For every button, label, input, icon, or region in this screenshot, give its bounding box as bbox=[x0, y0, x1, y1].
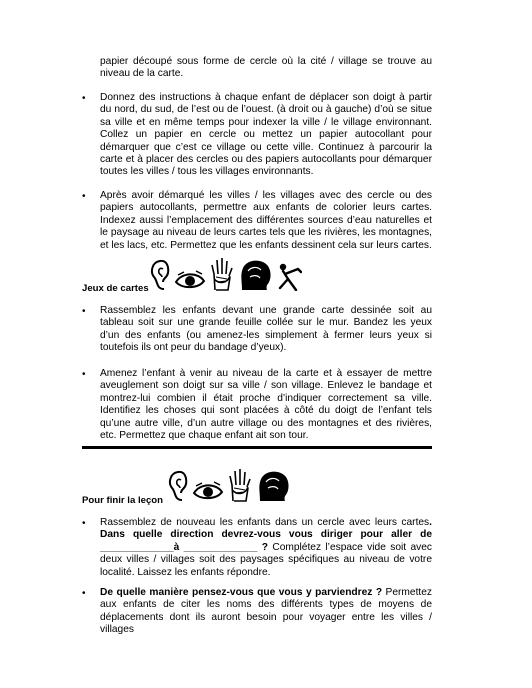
bullet-paragraph: Après avoir démarqué les villes / les villages avec des cercle ou des papiers autocollants, permettre aux enfants de colorier leurs cartes. Indexez aussi l’emplacement des différentes sources d’eau naturelles et le paysage au niveau de leurs cartes tels que les rivières, les montagnes, et les lacs, etc. Permettez que les enfants dessinent cela sur leurs cartes. bbox=[100, 190, 432, 251]
hand-icon bbox=[210, 257, 234, 291]
question-text: De quelle manière pensez-vous que vous y parviendrez ? bbox=[100, 587, 383, 598]
eye-icon bbox=[192, 480, 224, 502]
sense-icons-row bbox=[150, 257, 302, 291]
section-heading: Jeux de cartes bbox=[82, 283, 149, 294]
question-text: . Dans quelle direction devrez-vous vous diriger pour aller de _____________à _____________ ? bbox=[100, 517, 432, 553]
bullet-paragraph bbox=[100, 517, 432, 579]
head-icon bbox=[238, 257, 272, 291]
sense-icons-row bbox=[168, 468, 290, 502]
paragraph-text: Complétez l’espace vide soit avec deux villes / villages soit des paysages spécifiques au niveau de votre localité. Laissez les enfants répondre. bbox=[100, 541, 432, 578]
hand-icon bbox=[228, 468, 252, 502]
section-divider bbox=[82, 446, 432, 449]
ear-icon bbox=[168, 470, 188, 502]
section-heading: Pour finir la leçon bbox=[82, 495, 164, 506]
paragraph-text: Rassemblez de nouveau les enfants dans un cercle avec leurs cartes bbox=[100, 517, 430, 528]
head-icon bbox=[256, 468, 290, 502]
paragraph-continuation: papier découpé sous forme de cercle où la cité / village se trouve au niveau de la carte. bbox=[100, 56, 432, 80]
bullet: • bbox=[82, 306, 86, 317]
body-icon bbox=[276, 263, 302, 291]
bullet: • bbox=[82, 369, 86, 380]
bullet-paragraph: Rassemblez les enfants devant une grande carte dessinée soit au tableau soit sur une grande feuille collée sur le mur. Bandez les yeux d’un des enfants (ou amenez-les simplement à fermer leurs yeux si toutefois ils ont peur du bandage d’yeux). bbox=[100, 305, 432, 354]
bullet: • bbox=[82, 93, 86, 104]
bullet: • bbox=[82, 191, 86, 202]
bullet-paragraph: Amenez l’enfant à venir au niveau de la carte et à essayer de mettre aveuglement son doigt sur sa ville / son village. Enlevez le bandage et montrez-lui combien il était proche d’indiquer correctement sa ville. Identifiez les choses qui sont placées à côté du doigt de l’enfant tels qu’une autre ville, d’un autre village ou des montagnes et des rivières, etc. Permettez que chaque enfant ait son tour. bbox=[100, 368, 432, 442]
bullet: • bbox=[82, 518, 86, 529]
paragraph-text: Permettez aux enfants de citer les noms des différents types de moyens de déplacements dont ils auront besoin pour voyager entre les villes / villages bbox=[100, 587, 432, 636]
bullet-paragraph bbox=[100, 587, 432, 637]
ear-icon bbox=[150, 259, 170, 291]
eye-icon bbox=[174, 269, 206, 291]
bullet-paragraph: Donnez des instructions à chaque enfant de déplacer son doigt à partir du nord, du sud, de l’est ou de l’ouest. (à droit ou à gauche) d’où se situe sa ville et en même temps pour indexer la ville / le village environnant. Collez un papier en cercle ou mettez un papier autocollant pour démarquer que c’est ce village ou cette ville. Continuez à parcourir la carte et à placer des cercles ou des papiers autocollants pour démarquer toutes les villes / tous les villages environnants. bbox=[100, 92, 432, 178]
bullet: • bbox=[82, 588, 86, 599]
